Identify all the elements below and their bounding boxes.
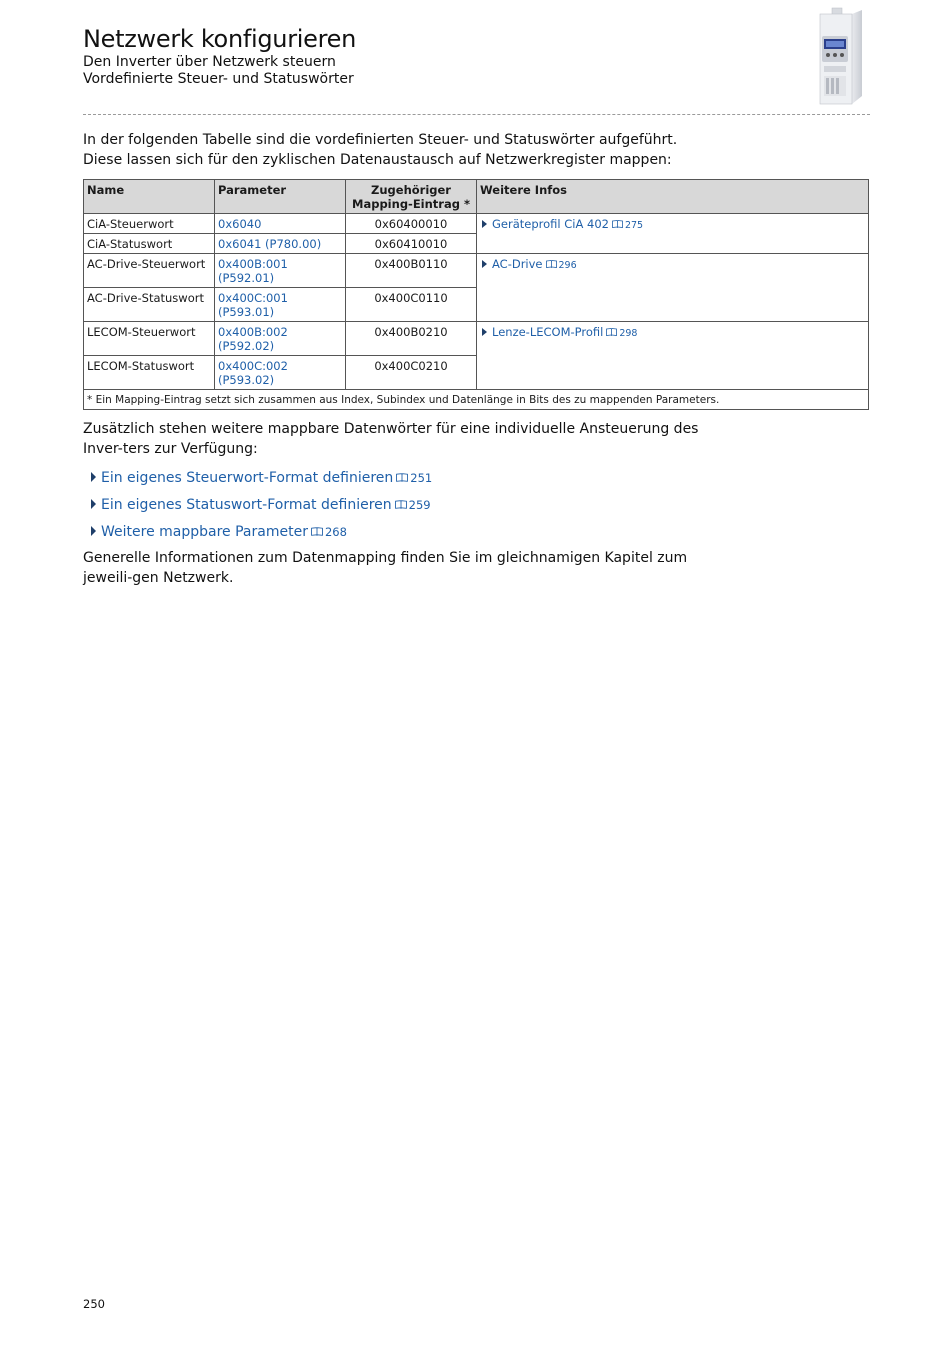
cell-info (477, 214, 869, 254)
book-icon (395, 500, 407, 509)
cell-parameter-link[interactable]: 0x400B:002 (P592.02) (215, 322, 346, 356)
mapping-table (83, 179, 869, 410)
triangle-right-icon (482, 260, 487, 268)
datamapping-paragraph: Generelle Informationen zum Datenmapping finden Sie im gleichnamigen Kapitel zum jeweili-gen Netzwerk. (83, 550, 688, 586)
additional-words-paragraph: Zusätzlich stehen weitere mappbare Datenwörter für eine individuelle Ansteuerung des Inver-ters zur Verfügung: (83, 421, 699, 457)
table-footnote: * Ein Mapping-Eintrag setzt sich zusammen aus Index, Subindex und Datenlänge in Bits des zu mappenden Parameters. (84, 390, 869, 410)
table-footnote-row (84, 390, 869, 410)
cell-name: AC-Drive-Statuswort (84, 288, 215, 322)
triangle-right-icon (482, 328, 487, 336)
info-link-page: 296 (558, 260, 577, 271)
reference-link-label: Weitere mappbare Parameter (101, 524, 308, 540)
info-link-label: Lenze-LECOM-Profil (492, 325, 604, 339)
cell-parameter-link[interactable]: 0x6040 (215, 214, 346, 234)
info-link-page: 275 (624, 220, 644, 231)
table-row (84, 254, 869, 288)
header-parameter: Parameter (215, 180, 346, 214)
info-link-label: AC-Drive (492, 257, 543, 271)
table-row (84, 322, 869, 356)
page-header (83, 24, 870, 88)
info-link-page: 298 (619, 328, 638, 339)
page-title: Netzwerk konfigurieren (83, 25, 357, 53)
header-divider (83, 114, 870, 115)
cell-parameter-link[interactable]: 0x6041 (P780.00) (215, 234, 346, 254)
cell-name: CiA-Statuswort (84, 234, 215, 254)
book-icon (546, 260, 557, 268)
book-icon (396, 473, 408, 482)
inverter-device-image (812, 6, 868, 106)
header-info: Weitere Infos (477, 180, 869, 214)
triangle-right-icon (91, 499, 96, 509)
cell-mapping: 0x60400010 (346, 214, 477, 234)
cell-info (477, 322, 869, 390)
book-icon (311, 527, 323, 536)
header-name: Name (84, 180, 215, 214)
info-link[interactable] (480, 257, 577, 271)
triangle-right-icon (482, 220, 487, 228)
book-icon (612, 220, 623, 228)
intro-paragraph: In der folgenden Tabelle sind die vordefinierten Steuer- und Statuswörter aufgeführt. Diese lassen sich für den zyklischen Datenaustausch auf Netzwerkregister mappen: (83, 132, 678, 168)
reference-link[interactable] (83, 492, 870, 519)
info-link[interactable] (480, 325, 637, 339)
header-mapping: Zugehöriger Mapping-Eintrag * (346, 180, 477, 214)
info-link-label: Geräteprofil CiA 402 (492, 217, 609, 231)
cell-name: CiA-Steuerwort (84, 214, 215, 234)
book-icon (606, 328, 617, 336)
cell-name: LECOM-Steuerwort (84, 322, 215, 356)
cell-parameter-link[interactable]: 0x400B:001 (P592.01) (215, 254, 346, 288)
table-row (84, 214, 869, 234)
cell-name: AC-Drive-Steuerwort (84, 254, 215, 288)
info-link[interactable] (480, 217, 643, 231)
reference-link[interactable] (83, 465, 870, 492)
triangle-right-icon (91, 526, 96, 536)
cell-parameter-link[interactable]: 0x400C:002 (P593.02) (215, 356, 346, 390)
triangle-right-icon (91, 472, 96, 482)
cell-parameter-link[interactable]: 0x400C:001 (P593.01) (215, 288, 346, 322)
reference-link-label: Ein eigenes Steuerwort-Format definieren (101, 470, 394, 486)
reference-link-list (83, 465, 870, 546)
cell-mapping: 0x400C0110 (346, 288, 477, 322)
cell-name: LECOM-Statuswort (84, 356, 215, 390)
cell-mapping: 0x400C0210 (346, 356, 477, 390)
table-header-row (84, 180, 869, 214)
reference-link-page: 268 (324, 525, 347, 539)
reference-link[interactable] (83, 519, 870, 546)
reference-link-label: Ein eigenes Statuswort-Format definieren (101, 497, 392, 513)
page-number: 250 (83, 1297, 105, 1311)
breadcrumb-level-1: Den Inverter über Netzwerk steuern (83, 54, 336, 70)
cell-info (477, 254, 869, 322)
reference-link-page: 251 (410, 471, 433, 485)
page-content (83, 130, 870, 588)
reference-link-page: 259 (408, 498, 431, 512)
cell-mapping: 0x60410010 (346, 234, 477, 254)
cell-mapping: 0x400B0110 (346, 254, 477, 288)
cell-mapping: 0x400B0210 (346, 322, 477, 356)
breadcrumb-level-2: Vordefinierte Steuer- und Statuswörter (83, 71, 354, 87)
